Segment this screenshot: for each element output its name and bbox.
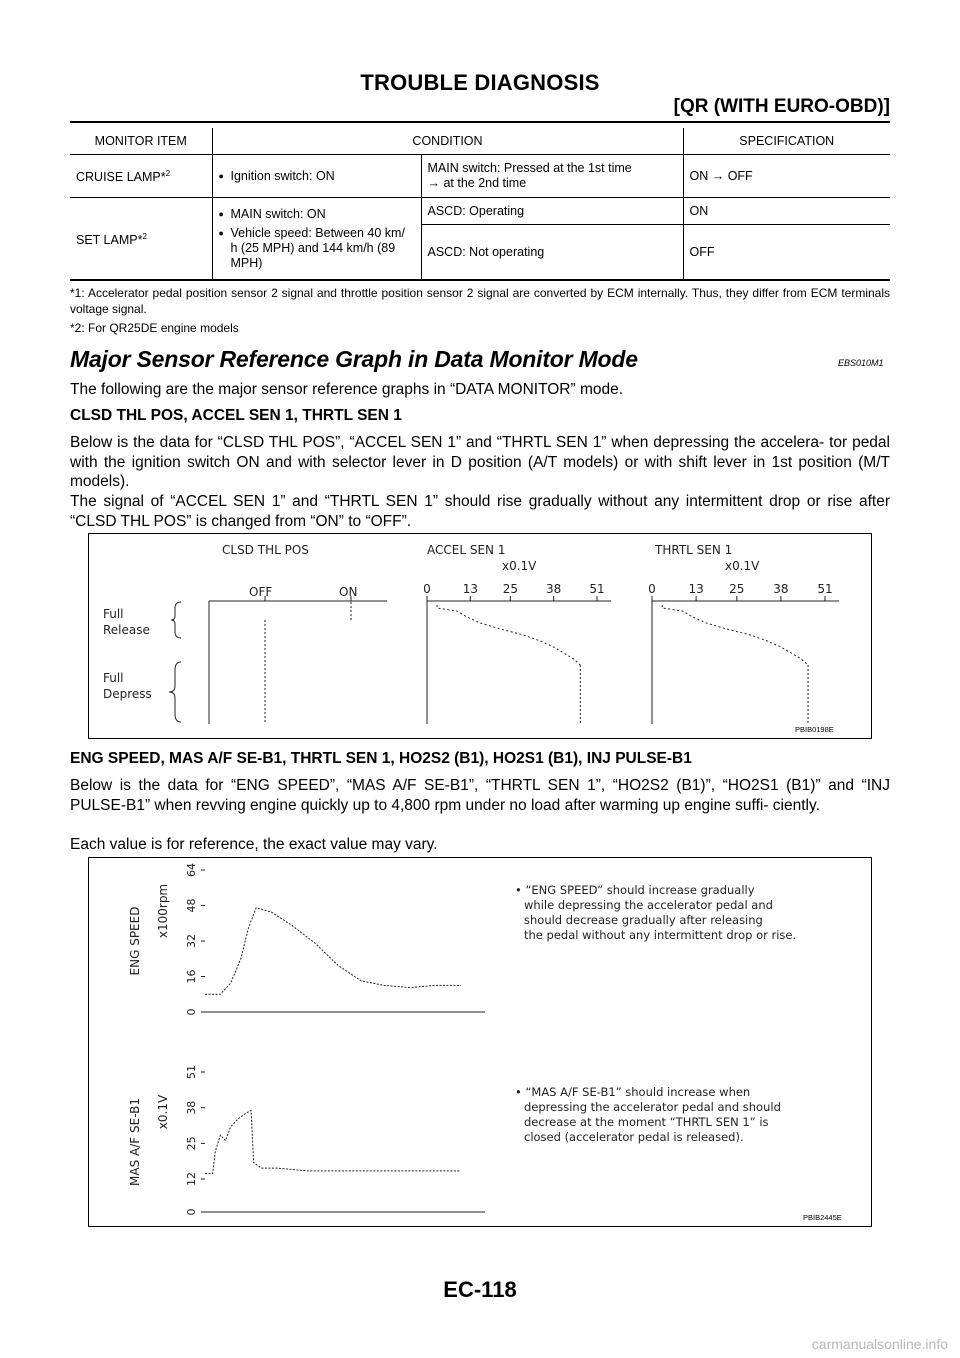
cell-condition xyxy=(212,155,421,198)
eng-speed-tick-label: 32 xyxy=(185,934,198,948)
subsection-title-1: CLSD THL POS, ACCEL SEN 1, THRTL SEN 1 xyxy=(70,407,402,424)
cell-condition xyxy=(212,198,421,281)
cell-sub-condition: ASCD: Not operating xyxy=(421,225,683,281)
section-ref-code: EBS010M1 xyxy=(838,358,884,368)
footnote-1: *1: Accelerator pedal position sensor 2 signal and throttle position sensor 2 signal are converted by ECM internally. Thus, they differ from ECM terminals voltage signal. xyxy=(70,286,890,316)
page-title: TROUBLE DIAGNOSIS xyxy=(360,70,600,95)
mas-af-note-line: depressing the accelerator pedal and should xyxy=(524,1100,781,1114)
header-rule xyxy=(70,121,890,123)
unit-label: x0.1V xyxy=(725,559,760,573)
watermark: carmanualsonline.info xyxy=(811,1336,948,1352)
footnote-ref: 2 xyxy=(142,231,147,241)
mas-af-note-line: closed (accelerator pedal is released). xyxy=(524,1130,744,1144)
chart-title-accel-sen-1: ACCEL SEN 1 xyxy=(427,543,506,557)
row-label: Release xyxy=(103,623,150,637)
figure-1-graphic xyxy=(89,534,871,738)
eng-speed-note-line: should decrease gradually after releasing xyxy=(524,913,763,927)
mas-af-tick-label: 0 xyxy=(185,1208,198,1216)
mas-af-tick-label: 38 xyxy=(185,1100,198,1115)
eng-speed-title: ENG SPEED xyxy=(128,906,142,976)
cell-specification: ON → OFF xyxy=(683,155,890,198)
column-header-condition: CONDITION xyxy=(212,128,683,155)
eng-speed-note-line: the pedal without any intermittent drop or rise. xyxy=(524,928,797,942)
figure-2-graphic xyxy=(89,858,871,1226)
cell-sub-condition: ASCD: Operating xyxy=(421,198,683,225)
thrtl-sen-tick-label: 38 xyxy=(773,582,789,596)
thrtl-sen-tick-label: 25 xyxy=(729,582,745,596)
thrtl-sen-tick-label: 13 xyxy=(688,582,704,596)
thrtl-sen-tick-label: 0 xyxy=(648,582,656,596)
cell-sub-condition xyxy=(421,155,683,198)
thrtl-sen-tick-label: 51 xyxy=(817,582,833,596)
accel-sen-axis xyxy=(423,582,611,724)
page-subtitle: [QR (WITH EURO-OBD)] xyxy=(673,96,890,117)
mas-af-tick-label: 51 xyxy=(185,1065,198,1079)
state-label-off: OFF xyxy=(249,585,273,599)
thrtl-sen-axis xyxy=(648,582,839,724)
cruise-lamp-label: CRUISE LAMP* xyxy=(76,170,166,185)
sub-condition-text: MAIN switch: Pressed at the 1st time xyxy=(427,161,632,175)
figure-2 xyxy=(88,857,872,1227)
eng-speed-note-line: • “ENG SPEED” should increase gradually xyxy=(515,883,755,897)
accel-sen-tick-label: 38 xyxy=(546,582,562,596)
eng-speed-note-line: while depressing the accelerator pedal and xyxy=(524,898,773,912)
state-label-on: ON xyxy=(339,585,358,599)
page-number: EC-118 xyxy=(443,1277,517,1302)
accel-sen-series-line xyxy=(437,605,580,665)
row-label: Full xyxy=(103,607,124,621)
cell-monitor-item xyxy=(70,198,212,281)
figure-1 xyxy=(88,533,872,739)
section-intro: The following are the major sensor reference graphs in “DATA MONITOR” mode. xyxy=(70,381,624,398)
subsection-2-paragraph-1: Below is the data for “ENG SPEED”, “MAS A/F SE-B1”, “THRTL SEN 1”, “HO2S2 (B1)”, “HO2S1 (B1)” and “INJ PULSE-B1” when revving engine quickly up to 4,800 rpm under no load after warming up engine suffi- ciently. xyxy=(70,777,890,814)
accel-sen-tick-label: 25 xyxy=(502,582,518,596)
subsection-1-paragraph-1: Below is the data for “CLSD THL POS”, “ACCEL SEN 1” and “THRTL SEN 1” when depressing the accelera- tor pedal with the ignition switch ON and with selector lever in D position (A/T models) or with shift lever in 1st position (M/T models). xyxy=(70,434,890,490)
figure-code: PBIB2445E xyxy=(803,1213,842,1222)
subsection-title-2: ENG SPEED, MAS A/F SE-B1, THRTL SEN 1, HO2S2 (B1), HO2S1 (B1), INJ PULSE-B1 xyxy=(70,750,692,767)
monitor-spec-table xyxy=(70,128,890,281)
footnote-ref: 2 xyxy=(165,169,171,179)
accel-sen-tick-label: 13 xyxy=(462,582,478,596)
condition-item: ● Vehicle speed: Between 40 km/ h (25 MPH) and 144 km/h (89 MPH) xyxy=(219,226,415,271)
condition-item: ● Ignition switch: ON xyxy=(219,169,415,184)
accel-sen-tick-label: 51 xyxy=(589,582,605,596)
eng-speed-tick-label: 64 xyxy=(185,863,198,877)
cell-monitor-item xyxy=(70,155,212,198)
mas-af-series-line xyxy=(205,1110,461,1173)
table-row xyxy=(70,155,890,198)
row-label: Depress xyxy=(103,687,152,701)
section-title: Major Sensor Reference Graph in Data Monitor Mode xyxy=(70,346,638,372)
column-header-specification: SPECIFICATION xyxy=(683,128,890,155)
eng-speed-tick-label: 48 xyxy=(185,898,198,913)
eng-speed-unit: x100rpm xyxy=(156,883,170,939)
column-header-monitor-item: MONITOR ITEM xyxy=(70,128,212,155)
set-lamp-label: SET LAMP* xyxy=(76,233,143,248)
cell-specification: ON xyxy=(683,198,890,225)
subsection-2-paragraph-2: Each value is for reference, the exact value may vary. xyxy=(70,836,438,853)
eng-speed-series-line xyxy=(205,908,461,995)
mas-af-note-line: decrease at the moment “THRTL SEN 1” is xyxy=(524,1115,769,1129)
footnote-2: *2: For QR25DE engine models xyxy=(70,321,239,335)
chart-title-thrtl-sen-1: THRTL SEN 1 xyxy=(655,543,733,557)
table-row xyxy=(70,198,890,225)
subsection-1-paragraph-2: The signal of “ACCEL SEN 1” and “THRTL SEN 1” should rise gradually without any intermittent drop or rise after “CLSD THL POS” is changed from “ON” to “OFF”. xyxy=(70,493,890,530)
table-header-row xyxy=(70,128,890,155)
mas-af-title: MAS A/F SE-B1 xyxy=(128,1098,142,1186)
sub-condition-text: → at the 2nd time xyxy=(427,176,527,190)
thrtl-sen-series-line xyxy=(662,605,808,665)
condition-item: ● MAIN switch: ON xyxy=(219,207,415,222)
mas-af-note-line: • “MAS A/F SE-B1” should increase when xyxy=(515,1085,751,1099)
mas-af-unit: x0.1V xyxy=(156,1094,170,1130)
chart-title-clsd-thl-pos: CLSD THL POS xyxy=(222,543,309,557)
unit-label: x0.1V xyxy=(502,559,537,573)
accel-sen-tick-label: 0 xyxy=(423,582,431,596)
mas-af-tick-label: 25 xyxy=(185,1136,198,1151)
eng-speed-tick-label: 16 xyxy=(185,969,198,984)
row-label: Full xyxy=(103,671,124,685)
mas-af-tick-label: 12 xyxy=(185,1172,198,1187)
cell-specification: OFF xyxy=(683,225,890,281)
release-brace xyxy=(171,602,181,638)
figure-code: PBIB0198E xyxy=(795,725,834,734)
eng-speed-tick-label: 0 xyxy=(185,1008,198,1016)
depress-brace xyxy=(169,662,181,722)
